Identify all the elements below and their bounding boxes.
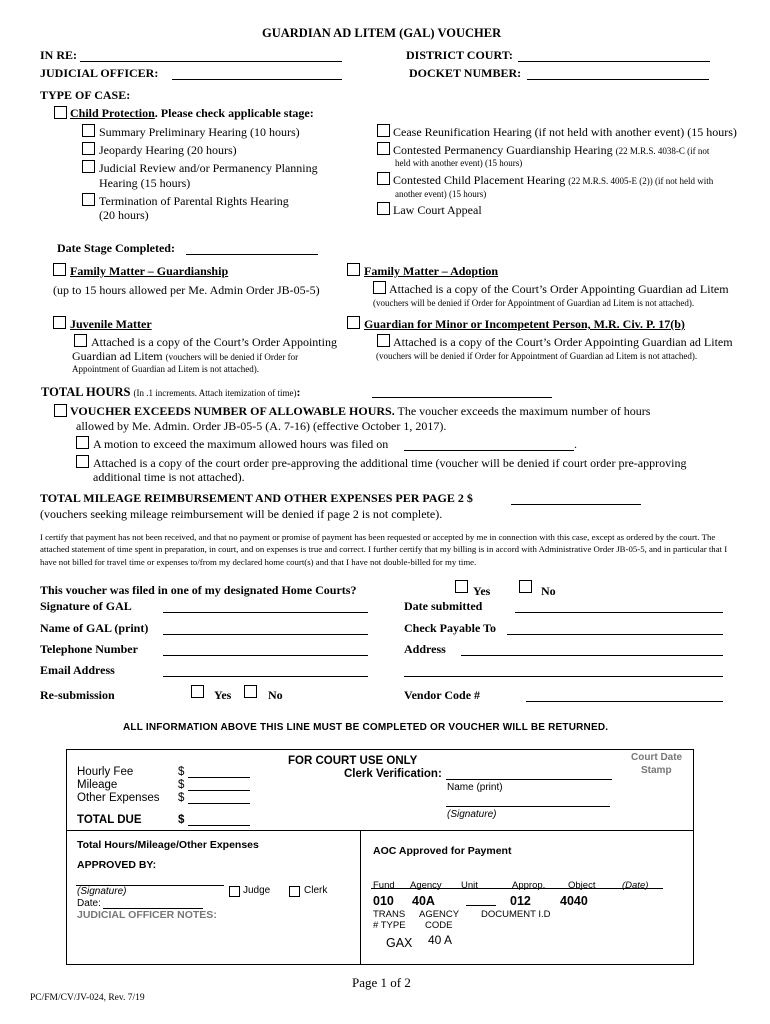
- minor-note: (vouchers will be denied if Order for Appointment of Guardian ad Litem is not attached).: [376, 351, 698, 361]
- family-adoption-checkbox[interactable]: [347, 263, 360, 276]
- funding-header-rule: [371, 888, 663, 889]
- resubmission-yes-checkbox[interactable]: [191, 685, 204, 698]
- trans-header: TRANS: [373, 909, 406, 920]
- trans-type-value: GAX: [386, 936, 413, 950]
- resubmission-no-checkbox[interactable]: [244, 685, 257, 698]
- juvenile-matter-label: Juvenile Matter: [70, 317, 152, 331]
- object-header: Object: [568, 880, 596, 891]
- agency-header: Agency: [410, 880, 442, 891]
- voucher-exceeds-text-cont: allowed by Me. Admin. Order JB-05-5 (A. 7-16) (effective October 1, 2017).: [76, 419, 447, 433]
- total-due-field[interactable]: [188, 825, 250, 826]
- court-date-stamp-label-2: Stamp: [641, 765, 672, 776]
- voucher-exceeds-label: VOUCHER EXCEEDS NUMBER OF ALLOWABLE HOURS. The voucher exceeds the maximum number of hours: [70, 404, 651, 418]
- total-hours-field[interactable]: [372, 397, 552, 398]
- juvenile-note: Appointment of Guardian ad Litem is not attached).: [72, 364, 259, 374]
- judge-label: Judge: [243, 885, 271, 896]
- termination-hearing-label-cont: (20 hours): [99, 208, 149, 222]
- agency-code-header: AGENCY: [419, 909, 460, 920]
- gal-name-field[interactable]: [163, 634, 368, 635]
- type-of-case-heading: TYPE OF CASE:: [40, 88, 131, 102]
- judicial-review-label: Judicial Review and/or Permanency Planning: [99, 161, 318, 175]
- mileage-field[interactable]: [511, 504, 641, 505]
- other-expenses-label: Other Expenses: [77, 792, 160, 804]
- clerk-signature-label: (Signature): [447, 809, 497, 820]
- home-courts-yes-label: Yes: [473, 584, 491, 598]
- contested-placement-checkbox[interactable]: [377, 172, 390, 185]
- type-header: # TYPE: [373, 920, 406, 931]
- agency-code-value: 40 A: [428, 933, 453, 947]
- in-re-label: IN RE:: [40, 48, 78, 62]
- court-box-divider: [66, 830, 694, 831]
- law-court-appeal-checkbox[interactable]: [377, 202, 390, 215]
- fund-header: Fund: [373, 880, 395, 891]
- email-label: Email Address: [40, 663, 115, 677]
- child-protection-checkbox[interactable]: [54, 106, 67, 119]
- contested-permanency-note: held with another event) (15 hours): [395, 158, 523, 168]
- vendor-code-label: Vendor Code #: [404, 688, 481, 702]
- total-hours-label: TOTAL HOURS (In .1 increments. Attach itemization of time):: [41, 385, 301, 399]
- all-info-notice: ALL INFORMATION ABOVE THIS LINE MUST BE COMPLETED OR VOUCHER WILL BE RETURNED.: [123, 722, 609, 733]
- aoc-approved-label: AOC Approved for Payment: [373, 845, 512, 857]
- family-guardianship-note: (up to 15 hours allowed per Me. Admin Order JB-05-5): [53, 283, 320, 297]
- judicial-review-label-cont: Hearing (15 hours): [99, 176, 191, 190]
- family-guardianship-label: Family Matter – Guardianship: [70, 264, 229, 278]
- juvenile-attached-label: Attached is a copy of the Court’s Order Appointing: [91, 335, 337, 349]
- resubmission-no-label: No: [268, 688, 283, 702]
- fund-value: 010: [373, 894, 394, 908]
- attached-order-label-cont: additional time is not attached).: [93, 470, 245, 484]
- guardian-minor-label: Guardian for Minor or Incompetent Person, M.R. Civ. P. 17(b): [364, 317, 685, 331]
- attached-order-label: Attached is a copy of the court order pre-approving the additional time (voucher will be denied if court order pre-approving: [93, 456, 687, 470]
- hourly-fee-field[interactable]: [188, 777, 250, 778]
- court-use-heading: FOR COURT USE ONLY: [288, 755, 418, 767]
- home-courts-no-checkbox[interactable]: [519, 580, 532, 593]
- signature-gal-field[interactable]: [163, 612, 368, 613]
- motion-period: .: [574, 437, 577, 451]
- other-expenses-field[interactable]: [188, 803, 250, 804]
- clerk-verification-field[interactable]: [446, 779, 612, 780]
- page-number: Page 1 of 2: [352, 975, 411, 990]
- date-stage-field[interactable]: [186, 254, 318, 255]
- address-field-line2[interactable]: [404, 676, 723, 677]
- mileage-note: (vouchers seeking mileage reimbursement will be denied if page 2 is not complete).: [40, 507, 443, 521]
- email-field[interactable]: [163, 676, 368, 677]
- judge-checkbox[interactable]: [229, 886, 240, 897]
- motion-exceed-label: A motion to exceed the maximum allowed hours was filed on: [93, 437, 389, 451]
- resubmission-label: Re-submission: [40, 688, 115, 702]
- district-court-label: DISTRICT COURT:: [406, 48, 513, 62]
- minor-attached-checkbox[interactable]: [377, 334, 390, 347]
- clerk-verification-label: Clerk Verification:: [344, 768, 442, 780]
- contested-permanency-checkbox[interactable]: [377, 142, 390, 155]
- termination-hearing-checkbox[interactable]: [82, 193, 95, 206]
- telephone-label: Telephone Number: [40, 642, 138, 656]
- address-field[interactable]: [461, 655, 723, 656]
- juvenile-attached-label-cont: Guardian ad Litem (vouchers will be denied if Order for: [72, 349, 299, 363]
- motion-exceed-checkbox[interactable]: [76, 436, 89, 449]
- clerk-name-print-label: Name (print): [447, 782, 503, 793]
- date-submitted-label: Date submitted: [404, 599, 483, 613]
- date-submitted-field[interactable]: [515, 612, 723, 613]
- approval-date-label: Date:: [77, 898, 101, 909]
- date-stage-label: Date Stage Completed:: [57, 241, 175, 255]
- contested-permanency-label: Contested Permanency Guardianship Hearing (22 M.R.S. 4038-C (if not: [393, 143, 710, 157]
- minor-attached-label: Attached is a copy of the Court’s Order Appointing Guardian ad Litem: [393, 335, 733, 349]
- contested-placement-note: another event) (15 hours): [395, 189, 487, 199]
- adoption-attached-label: Attached is a copy of the Court’s Order Appointing Guardian ad Litem: [389, 282, 729, 296]
- resubmission-yes-label: Yes: [214, 688, 232, 702]
- date-header: (Date): [622, 880, 649, 891]
- attached-order-checkbox[interactable]: [76, 455, 89, 468]
- check-payable-field[interactable]: [507, 634, 723, 635]
- mileage-fee-dollar: $: [178, 779, 185, 791]
- judicial-review-checkbox[interactable]: [82, 160, 95, 173]
- object-value: 4040: [560, 894, 588, 908]
- juvenile-attached-checkbox[interactable]: [74, 334, 87, 347]
- adoption-attached-checkbox[interactable]: [373, 281, 386, 294]
- contested-placement-label: Contested Child Placement Hearing (22 M.R.S. 4005-E (2)) (if not held with: [393, 173, 714, 187]
- docket-number-label: DOCKET NUMBER:: [409, 66, 522, 80]
- judicial-officer-label: JUDICIAL OFFICER:: [40, 66, 159, 80]
- summary-hearing-label: Summary Preliminary Hearing (10 hours): [99, 125, 300, 139]
- check-payable-label: Check Payable To: [404, 621, 497, 635]
- approved-by-label: APPROVED BY:: [77, 859, 157, 871]
- family-adoption-label: Family Matter – Adoption: [364, 264, 499, 278]
- approver-signature-label: (Signature): [77, 886, 127, 897]
- vendor-code-field[interactable]: [526, 701, 723, 702]
- guardian-minor-checkbox[interactable]: [347, 316, 360, 329]
- unit-header: Unit: [461, 880, 478, 891]
- termination-hearing-label: Termination of Parental Rights Hearing: [99, 194, 289, 208]
- mileage-fee-label: Mileage: [77, 779, 118, 791]
- gal-name-label: Name of GAL (print): [40, 621, 149, 635]
- mileage-label: TOTAL MILEAGE REIMBURSEMENT AND OTHER EXPENSES PER PAGE 2 $: [40, 491, 473, 505]
- mileage-fee-field[interactable]: [188, 790, 250, 791]
- district-court-field[interactable]: [518, 61, 710, 62]
- clerk-checkbox[interactable]: [289, 886, 300, 897]
- docket-number-field[interactable]: [527, 79, 709, 80]
- motion-date-field[interactable]: [404, 450, 574, 451]
- jeopardy-hearing-checkbox[interactable]: [82, 142, 95, 155]
- address-label: Address: [404, 642, 446, 656]
- child-protection-label: Child Protection. Please check applicable stage:: [70, 106, 314, 120]
- clerk-signature-field[interactable]: [446, 806, 610, 807]
- judicial-officer-notes-label: JUDICIAL OFFICER NOTES:: [77, 909, 217, 921]
- family-guardianship-checkbox[interactable]: [53, 263, 66, 276]
- total-due-label: TOTAL DUE: [77, 814, 142, 826]
- hourly-fee-dollar: $: [178, 766, 185, 778]
- telephone-field[interactable]: [163, 655, 368, 656]
- voucher-exceeds-checkbox[interactable]: [54, 404, 67, 417]
- code-header: CODE: [425, 920, 453, 931]
- approp-value: 012: [510, 894, 531, 908]
- law-court-appeal-label: Law Court Appeal: [393, 203, 482, 217]
- certification-text: I certify that payment has not been received, and that no payment or promise of payment has been requested or accepted by me in connection with this case, except as ordered by the court. The attached statement of time spent in preparation, in court, and on expenses is true and correct. I further certify that my billing is in accord with Administrative Order JB-05-5, and in particular that I have not billed for travel time or expenses to/from my declared home court(s) and that I have not double-billed for my time.: [40, 532, 728, 567]
- total-due-dollar: $: [178, 814, 185, 826]
- juvenile-matter-checkbox[interactable]: [53, 316, 66, 329]
- cease-reunification-checkbox[interactable]: [377, 124, 390, 137]
- clerk-label: Clerk: [304, 885, 328, 896]
- adoption-note: (vouchers will be denied if Order for Appointment of Guardian ad Litem is not attached).: [373, 298, 695, 308]
- court-box-vertical-divider: [360, 830, 361, 964]
- in-re-field[interactable]: [80, 61, 342, 62]
- unit-value-field[interactable]: [466, 905, 496, 906]
- page-title: GUARDIAN AD LITEM (GAL) VOUCHER: [262, 26, 502, 40]
- signature-gal-label: Signature of GAL: [40, 599, 132, 613]
- home-courts-yes-checkbox[interactable]: [455, 580, 468, 593]
- form-id: PC/FM/CV/JV-024, Rev. 7/19: [30, 993, 145, 1003]
- agency-value: 40A: [412, 894, 435, 908]
- cease-reunification-label: Cease Reunification Hearing (if not held with another event) (15 hours): [393, 125, 737, 139]
- approp-header: Approp.: [512, 880, 546, 891]
- judicial-officer-field[interactable]: [172, 79, 342, 80]
- summary-hearing-checkbox[interactable]: [82, 124, 95, 137]
- jeopardy-hearing-label: Jeopardy Hearing (20 hours): [99, 143, 237, 157]
- document-id-header: DOCUMENT I.D: [481, 909, 551, 920]
- home-courts-question: This voucher was filed in one of my designated Home Courts?: [40, 583, 357, 597]
- other-expenses-dollar: $: [178, 792, 185, 804]
- totals-label: Total Hours/Mileage/Other Expenses: [77, 839, 259, 851]
- home-courts-no-label: No: [541, 584, 556, 598]
- court-date-stamp-label: Court Date: [631, 752, 683, 763]
- hourly-fee-label: Hourly Fee: [77, 766, 134, 778]
